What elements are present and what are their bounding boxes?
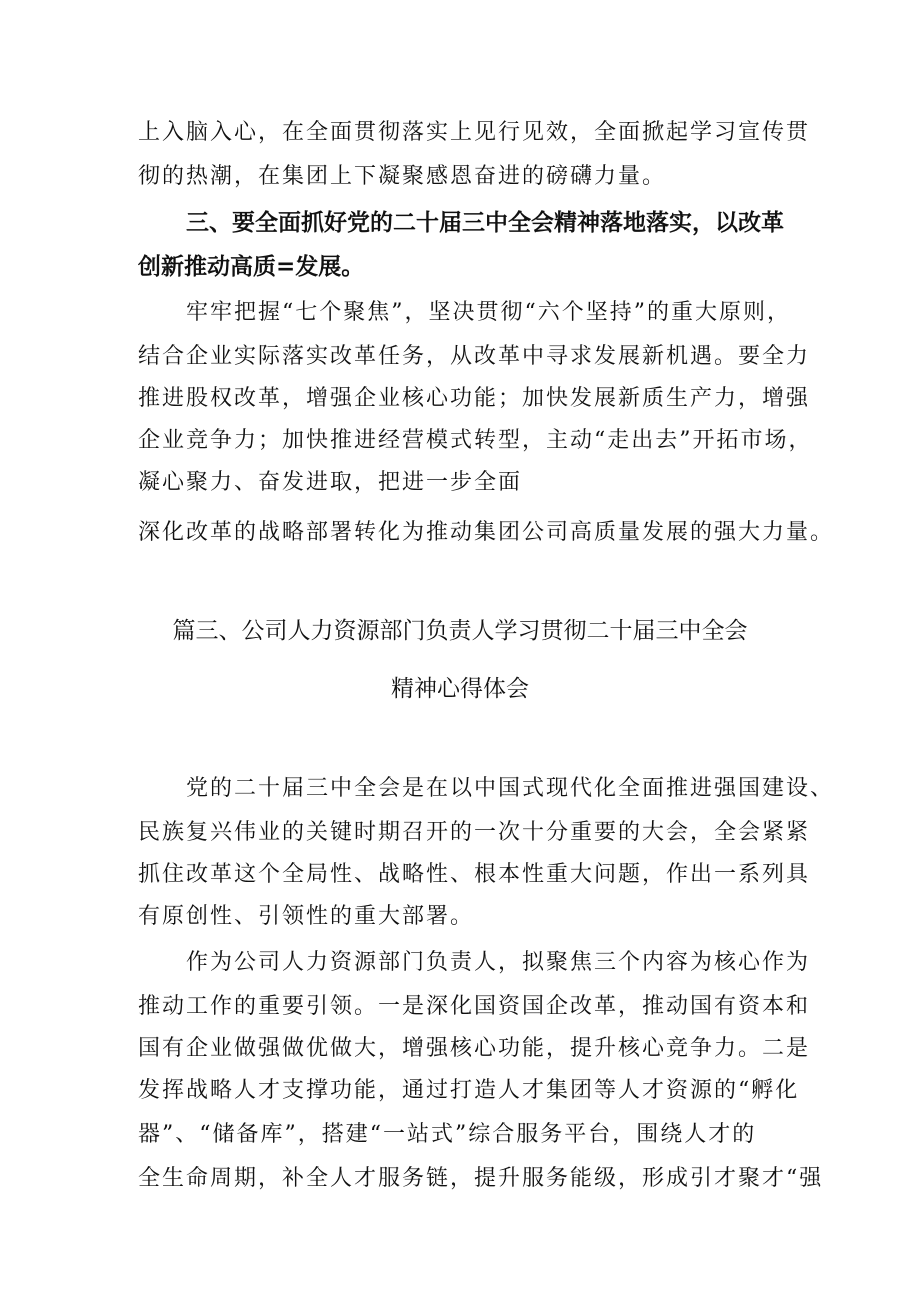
section-heading: 三、要全面抓好党的二十届三中全会精神落地落实，以改革 [186,210,784,236]
body-line: 有原创性、引领性的重大部署。 [138,904,475,929]
body-line: 作为公司人力资源部门负责人，拟聚焦三个内容为核心作为 [186,950,811,975]
body-line: 深化改革的战略部署转化为推动集团公司高质量发展的强大力量。 [138,520,835,545]
body-line: 国有企业做强做优做大，增强核心功能，提升核心竞争力。二是 [138,1036,811,1061]
body-line: 推动工作的重要引领。一是深化国资国企改革，推动国有资本和 [138,994,811,1019]
body-line: 推进股权改革，增强企业核心功能；加快发展新质生产力，增强 [138,386,811,411]
body-line: 彻的热潮，在集团上下凝聚感恩奋进的磅礴力量。 [138,164,667,189]
body-line: 党的二十届三中全会是在以中国式现代化全面推进强国建设、 [186,776,835,801]
body-line: 上入脑入心，在全面贯彻落实上见行见效，全面掀起学习宣传贯 [138,120,811,145]
body-line: 结合企业实际落实改革任务，从改革中寻求发展新机遇。要全力 [138,344,811,369]
section-heading: 创新推动高质=发展。 [138,254,365,280]
body-line: 全生命周期，补全人才服务链，提升服务能级，形成引才聚才“强 [138,1166,824,1191]
body-line: 器”、“储备库”，搭建“一站式”综合服务平台，围绕人才的 [138,1122,757,1147]
body-line: 抓住改革这个全局性、战略性、根本性重大问题，作出一系列具 [138,862,811,887]
article-title: 精神心得体会 [391,676,529,702]
body-line: 凝心聚力、奋发进取，把进一步全面 [138,470,523,495]
article-title: 篇三、公司人力资源部门负责人学习贯彻二十届三中全会 [172,618,748,644]
body-line: 牢牢把握“七个聚焦”，坚决贯彻“六个坚持”的重大原则， [186,300,791,325]
body-line: 民族复兴伟业的关键时期召开的一次十分重要的大会，全会紧紧 [138,820,811,845]
body-line: 发挥战略人才支撑功能，通过打造人才集团等人才资源的“孵化 [138,1078,800,1103]
body-line: 企业竞争力；加快推进经营模式转型，主动“走出去”开拓市场， [138,428,813,453]
